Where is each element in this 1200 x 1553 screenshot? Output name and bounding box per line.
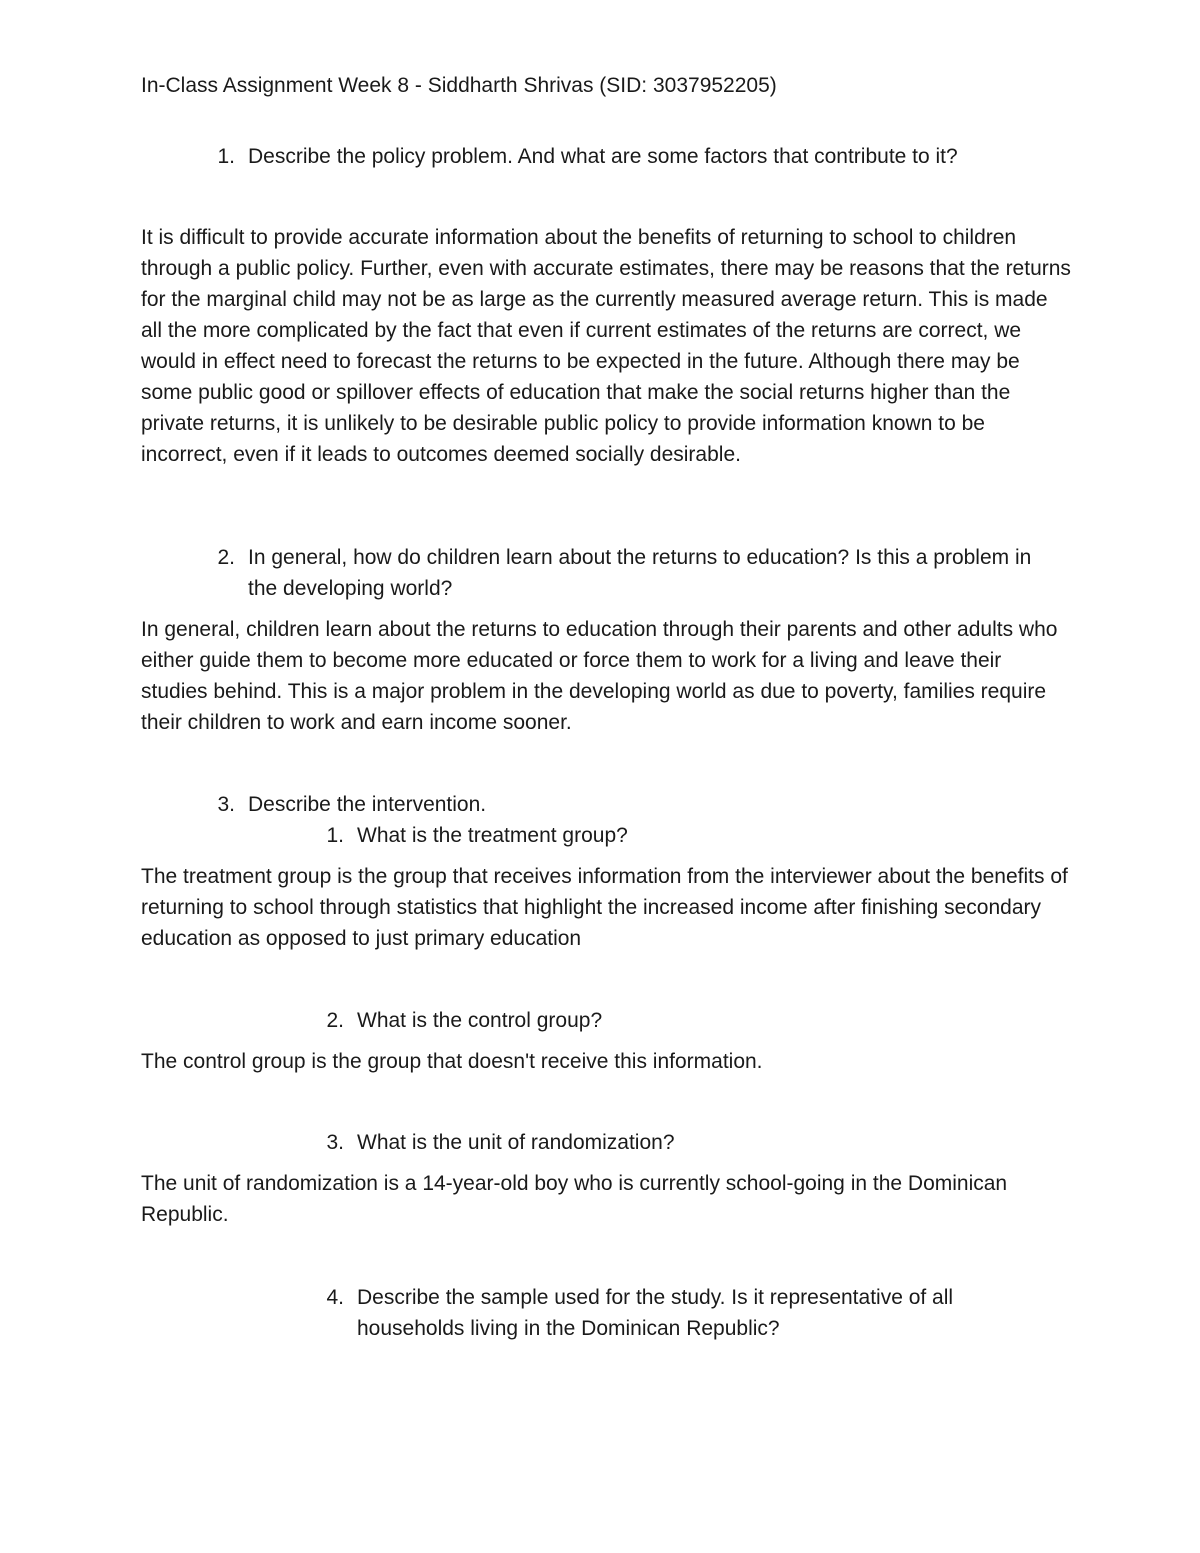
subquestion-2-number: 2. [326,1009,344,1032]
question-3-number: 3. [217,793,235,816]
subquestion-1-text: What is the treatment group? [357,824,628,847]
answer-2: In general, children learn about the returns to education through their parents and other adults who either guide them to become more educated or force them to work for a living and leave their studies behind. This is a major problem in the developing world as due to poverty, families require their children to work and earn income sooner. [141,618,1058,734]
answer-control: The control group is the group that doesn't receive this information. [141,1050,763,1073]
document-title: In-Class Assignment Week 8 - Siddharth Shrivas (SID: 3037952205) [141,74,777,97]
subquestion-3-text: What is the unit of randomization? [357,1131,675,1154]
question-2-text: In general, how do children learn about the returns to education? Is this a problem in the developing world? [248,546,1032,600]
question-1-text: Describe the policy problem. And what are some factors that contribute to it? [248,145,958,168]
question-3-text: Describe the intervention. [248,793,487,816]
question-2-number: 2. [217,546,235,569]
subquestion-2-text: What is the control group? [357,1009,603,1032]
subquestion-4-number: 4. [326,1286,344,1309]
answer-1: It is difficult to provide accurate information about the benefits of returning to school to children through a public policy. Further, even with accurate estimates, there may be reasons that the returns for the marginal child may not be as large as the currently measured average return. This is made all the more complicated by the fact that even if current estimates of the returns are correct, we would in effect need to forecast the returns to be expected in the future. Although there may be some public good or spillover effects of education that make the social returns higher than the private returns, it is unlikely to be desirable public policy to provide information known to be incorrect, even if it leads to outcomes deemed socially desirable. [141,226,1071,466]
question-1-number: 1. [217,145,235,168]
subquestion-3-number: 3. [326,1131,344,1154]
answer-treatment: The treatment group is the group that receives information from the interviewer about the benefits of returning to school through statistics that highlight the increased income after finishing secondary education as opposed to just primary education [141,865,1068,950]
answer-unit: The unit of randomization is a 14-year-old boy who is currently school-going in the Dominican Republic. [141,1172,1008,1226]
subquestion-4-text: Describe the sample used for the study. Is it representative of all households living in the Dominican Republic? [357,1286,954,1340]
subquestion-1-number: 1. [326,824,344,847]
